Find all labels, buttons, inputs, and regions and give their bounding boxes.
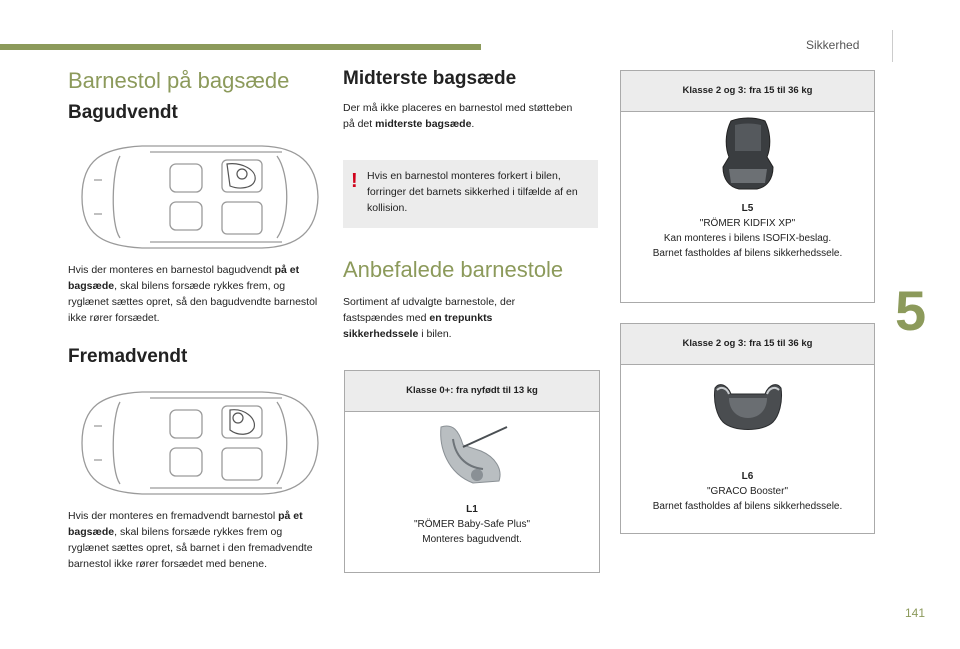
booster-seat-backrest-image [721,117,775,191]
seat-description-2: Barnet fastholdes af bilens sikkerhedssele. [652,248,843,259]
booster-cushion-image [709,380,787,436]
seat-code: L5 [741,203,754,214]
seat-name: "RÖMER Baby-Safe Plus" [413,519,531,530]
seat-description: Barnet fastholdes af bilens sikkerhedssele. [652,501,843,512]
car-forward-facing-diagram [72,386,324,501]
child-seat-card-l1 [344,370,600,573]
rear-facing-heading: Bagudvendt [68,102,178,123]
child-seat-card-l6 [620,323,875,534]
middle-seat-text: Der må ikke placeres en barnestol med støtteben på det midterste bagsæde. [343,102,573,130]
car-rear-facing-diagram [72,140,324,255]
warning-text: Hvis en barnestol monteres forkert i bilen, forringer det barnets sikkerhed i tilfælde af en kollision. [367,170,578,214]
recommended-heading: Anbefalede barnestole [343,257,564,282]
seat-description: Monteres bagudvendt. [422,534,522,545]
seat-name: "RÖMER KIDFIX XP" [699,218,796,229]
middle-seat-heading: Midterste bagsæde [343,68,517,89]
section-name: Sikkerhed [806,38,860,52]
rear-facing-text: Hvis der monteres en barnestol bagudvendt på et bagsæde, skal bilens forsæde rykkes frem, og ryglænet sættes opret, så den bagudvendte barnestol ikke rører forsædet. [68,264,318,324]
recommended-text: Sortiment af udvalgte barnestole, der fastspændes med en trepunkts sikkerhedssele i bilen. [343,296,516,340]
page-title: Barnestol på bagsæde [68,68,290,93]
forward-facing-text: Hvis der monteres en fremadvendt barnestol på et bagsæde, skal bilens forsæde rykkes frem og ryglænet sættes opret, så barnet i den fremadvendte barnestol ikke rører forsædet med benene. [68,510,313,570]
warning-box [343,160,598,228]
warning-icon: ! [351,170,358,192]
seat-name: "GRACO Booster" [706,486,788,497]
seat-code: L1 [466,504,478,515]
chapter-number: 5 [895,279,927,342]
header-divider [892,30,893,62]
baby-seat-image [433,417,511,489]
card-group-label: Klasse 0+: fra nyfødt til 13 kg [345,371,599,412]
top-accent-bar [0,44,481,50]
seat-description: Kan monteres i bilens ISOFIX-beslag. [663,233,832,244]
card-group-label: Klasse 2 og 3: fra 15 til 36 kg [621,71,874,112]
seat-code: L6 [741,471,754,482]
page-number: 141 [905,606,926,620]
forward-facing-heading: Fremadvendt [68,346,188,367]
child-seat-card-l5 [620,70,875,303]
card-group-label: Klasse 2 og 3: fra 15 til 36 kg [621,324,874,365]
